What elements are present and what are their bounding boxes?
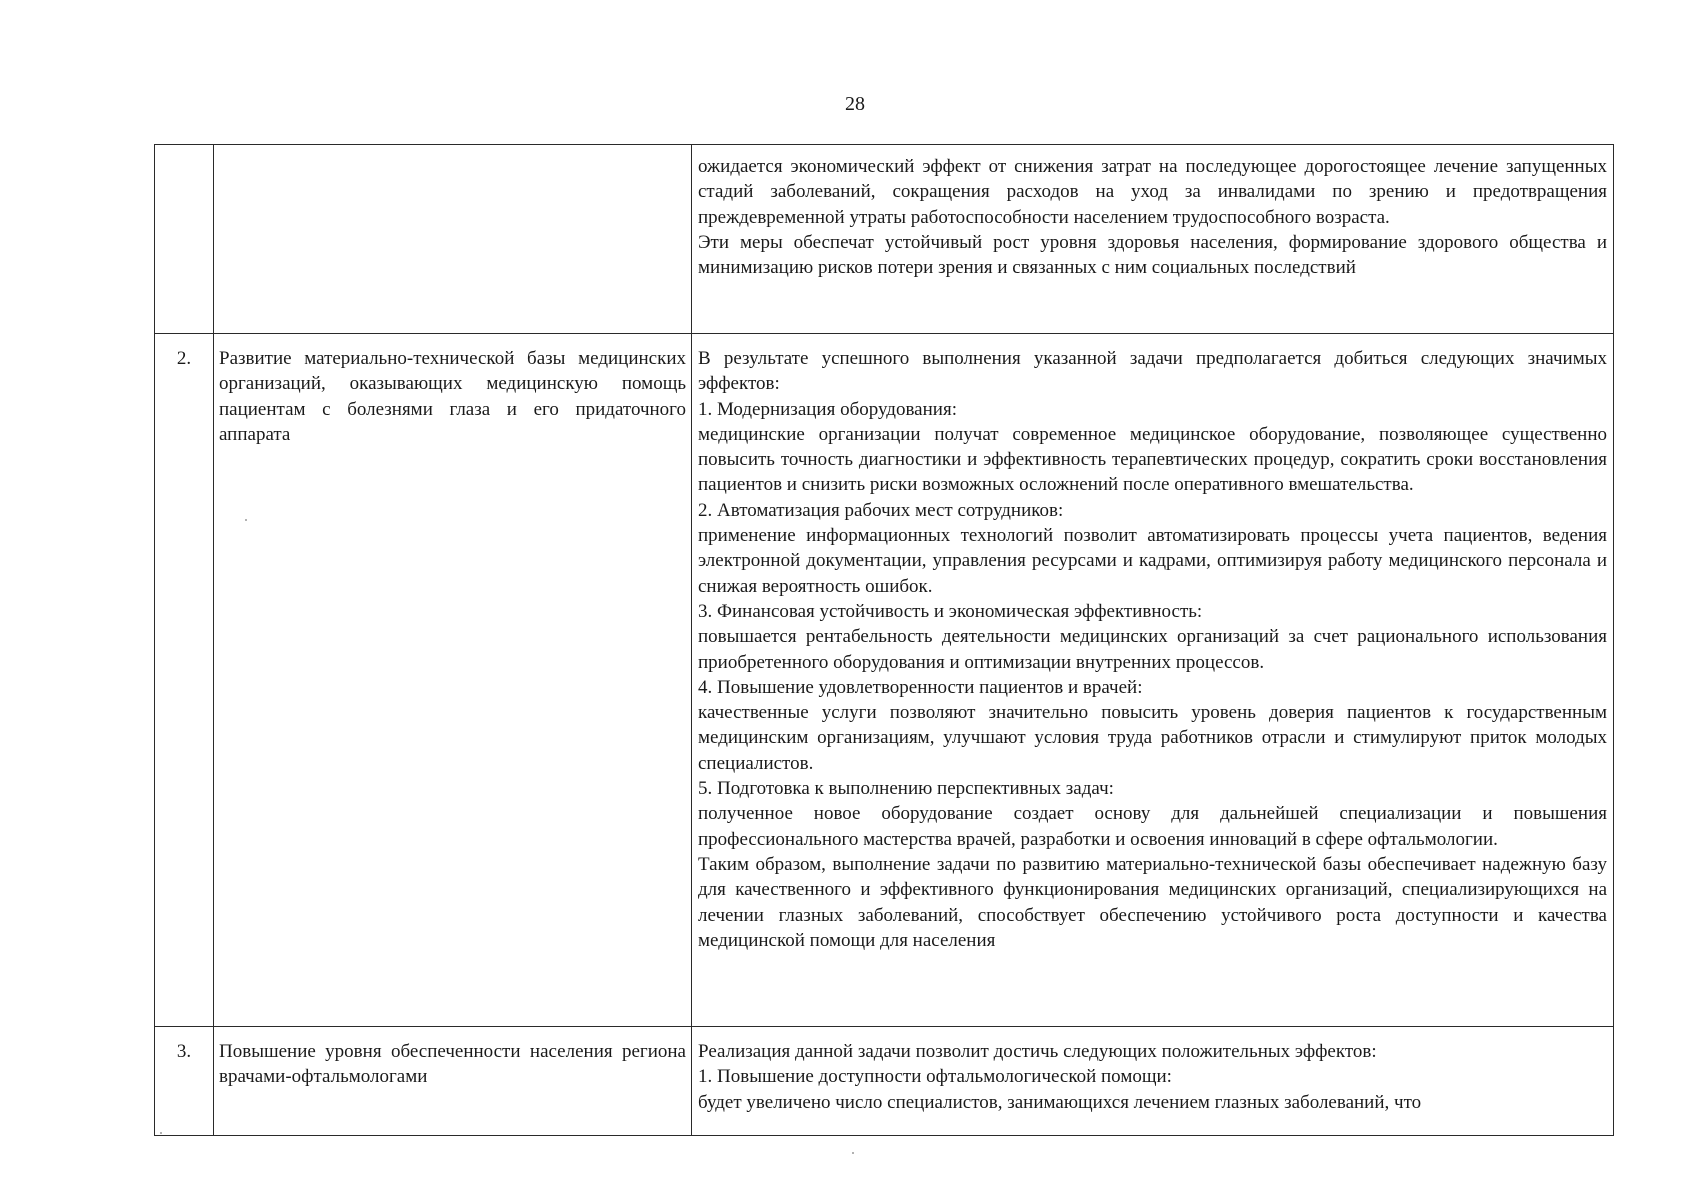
effect-cell — [692, 145, 1614, 334]
effect-paragraph: Реализация данной задачи позволит достичь следующих положительных эффектов: — [698, 1041, 1377, 1062]
task-text — [214, 145, 691, 157]
effect-paragraph: будет увеличено число специалистов, занимающихся лечением глазных заболеваний, что — [698, 1091, 1422, 1113]
effect-paragraph: повышается рентабельность деятельности медицинских организаций за счет рационального использования приобретенного оборудования и оптимизации внутренних процессов. — [698, 626, 1607, 673]
page-number: 28 — [845, 93, 865, 115]
table-row — [155, 145, 1614, 334]
table-row — [155, 1027, 1614, 1136]
scan-speck — [160, 1132, 162, 1134]
effect-paragraph: 1. Повышение доступности офтальмологической помощи: — [698, 1066, 1172, 1088]
measures-table — [154, 144, 1614, 1136]
effect-paragraph: 4. Повышение удовлетворенности пациентов и врачей: — [698, 676, 1143, 698]
effect-paragraph: полученное новое оборудование создает основу для дальнейшей специализации и повышения профессионального мастерства врачей, разработки и освоения инноваций в сфере офтальмологии. — [698, 803, 1607, 850]
effect-paragraph: 5. Подготовка к выполнению перспективных задач: — [698, 778, 1114, 800]
effect-paragraph: 2. Автоматизация рабочих мест сотрудников: — [698, 499, 1064, 521]
effect-paragraph: 1. Модернизация оборудования: — [698, 398, 957, 420]
scan-speck — [245, 519, 247, 521]
row-number-cell — [155, 145, 214, 334]
effect-paragraph: 3. Финансовая устойчивость и экономическая эффективность: — [698, 600, 1203, 622]
effect-paragraph: Таким образом, выполнение задачи по развитию материально-технической базы обеспечивает надежную базу для качественного и эффективного функционирования медицинских организаций, специализирующихся на лечении глазных заболеваний, способствует обеспечению устойчивого роста доступности и качества медицинской помощи для населения — [698, 853, 1607, 951]
task-cell — [214, 334, 692, 1027]
task-cell — [214, 1027, 692, 1136]
effect-paragraph: применение информационных технологий позволит автоматизировать процессы учета пациентов, ведения электронной документации, управления ресурсами и кадрами, оптимизируя работу медицинского персонала и снижая вероятность ошибок. — [698, 525, 1607, 597]
effect-paragraph: качественные услуги позволяют значительно повысить уровень доверия пациентов к государственным медицинским организациям, улучшают условия труда работников отрасли и стимулируют приток молодых специалистов. — [698, 702, 1607, 774]
effect-paragraph: Эти меры обеспечат устойчивый рост уровня здоровья населения, формирование здорового общества и минимизацию рисков потери зрения и связанных с ним социальных последствий — [698, 231, 1607, 279]
table-row — [155, 334, 1614, 1027]
effect-cell — [692, 334, 1614, 1027]
effect-paragraph: ожидается экономический эффект от снижения затрат на последующее дорогостоящее лечение запущенных стадий заболеваний, сокращения расходов на уход за инвалидами по зрению и предотвращения преждевременной утраты работоспособности населением трудоспособного возраста. — [698, 156, 1607, 228]
task-text: Повышение уровня обеспеченности населения региона врачами-офтальмологами — [219, 1041, 686, 1088]
effect-paragraph: медицинские организации получат современное медицинское оборудование, позволяющее существенно повысить точность диагностики и эффективность терапевтических процедур, сократить сроки восстановления пациентов и снизить риски возможных осложнений после оперативного вмешательства. — [698, 423, 1607, 496]
effect-paragraph: В результате успешного выполнения указанной задачи предполагается добиться следующих значимых эффектов: — [698, 348, 1607, 395]
scan-speck — [852, 1152, 854, 1154]
row-number-cell: 2. — [155, 334, 214, 1027]
row-number-cell: 3. — [155, 1027, 214, 1136]
effect-cell — [692, 1027, 1614, 1136]
task-text: Развитие материально-технической базы медицинских организаций, оказывающих медицинскую помощь пациентам с болезнями глаза и его придаточного аппарата — [219, 348, 686, 445]
task-cell — [214, 145, 692, 334]
